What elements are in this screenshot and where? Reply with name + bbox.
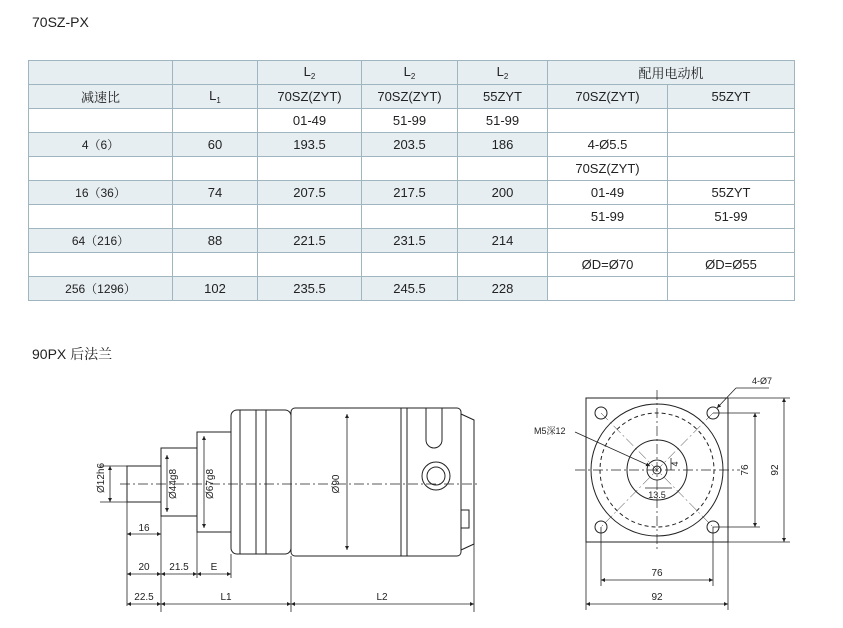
spec-table bbox=[28, 60, 795, 301]
header-l2-a bbox=[258, 61, 362, 85]
header-l1 bbox=[173, 85, 258, 109]
motor70-cell: 01-49 bbox=[548, 181, 668, 205]
cable-gland bbox=[422, 462, 450, 490]
spacer-row bbox=[29, 205, 795, 229]
l1-label: L bbox=[209, 88, 217, 103]
section-title: 90PX 后法兰 bbox=[32, 346, 113, 362]
dim-20: 20 bbox=[138, 562, 150, 573]
motor55-cell: ØD=Ø55 bbox=[668, 253, 795, 277]
c5-cell: 214 bbox=[458, 229, 548, 253]
c3-cell: 221.5 bbox=[258, 229, 362, 253]
motor55-cell bbox=[668, 157, 795, 181]
motor55-cell: 51-99 bbox=[668, 205, 795, 229]
motor55-cell: 55ZYT bbox=[668, 181, 795, 205]
d67-label: Ø67g8 bbox=[205, 468, 216, 500]
header-c4: 70SZ(ZYT) bbox=[362, 85, 458, 109]
motor55-cell bbox=[668, 109, 795, 133]
motor70-cell: ØD=Ø70 bbox=[548, 253, 668, 277]
dim-l2: L2 bbox=[376, 592, 388, 603]
table-row bbox=[29, 229, 795, 253]
spacer-row bbox=[29, 157, 795, 181]
thread-label: M5深12 bbox=[534, 426, 566, 436]
header-motor: 配用电动机 bbox=[548, 61, 795, 85]
dim-4: 4 bbox=[670, 461, 680, 467]
c5-cell: 228 bbox=[458, 277, 548, 301]
dim-22-5: 22.5 bbox=[134, 592, 154, 603]
ratio-cell: 4（6） bbox=[29, 133, 173, 157]
l1-cell: 88 bbox=[173, 229, 258, 253]
dim-92-v: 92 bbox=[770, 464, 781, 476]
c5-cell: 200 bbox=[458, 181, 548, 205]
l2-label: L bbox=[403, 64, 411, 79]
motor70-cell: 70SZ(ZYT) bbox=[548, 157, 668, 181]
motor70-cell bbox=[548, 277, 668, 301]
l2-sub: 2 bbox=[310, 72, 316, 81]
terminal bbox=[426, 408, 442, 448]
holes-label: 4-Ø7 bbox=[752, 376, 773, 386]
motor-body bbox=[291, 408, 461, 556]
l2-sub: 2 bbox=[410, 72, 416, 81]
ratio-cell: 256（1296） bbox=[29, 277, 173, 301]
l1-sub: 1 bbox=[216, 96, 221, 105]
l2-label: L bbox=[303, 64, 311, 79]
ratio-cell: 64（216） bbox=[29, 229, 173, 253]
dim-16: 16 bbox=[138, 523, 150, 534]
spacer-row bbox=[29, 253, 795, 277]
ratio-cell: 16（36） bbox=[29, 181, 173, 205]
l2-label: L bbox=[496, 64, 504, 79]
range-row bbox=[29, 109, 795, 133]
motor55-cell bbox=[668, 133, 795, 157]
l1-cell: 74 bbox=[173, 181, 258, 205]
l1-cell: 102 bbox=[173, 277, 258, 301]
model-title: 70SZ-PX bbox=[32, 14, 89, 30]
d90-label: Ø90 bbox=[331, 474, 342, 494]
c4-cell: 245.5 bbox=[362, 277, 458, 301]
dim-21-5: 21.5 bbox=[169, 562, 189, 573]
motor70-cell bbox=[548, 229, 668, 253]
dim-l1: L1 bbox=[220, 592, 232, 603]
range-c5: 51-99 bbox=[458, 109, 548, 133]
c5-cell: 186 bbox=[458, 133, 548, 157]
header-l2-b bbox=[362, 61, 458, 85]
motor70-cell: 51-99 bbox=[548, 205, 668, 229]
side-dimensions bbox=[100, 414, 474, 612]
table-row bbox=[29, 277, 795, 301]
lug bbox=[461, 510, 469, 528]
d44-label: Ø44g8 bbox=[168, 468, 179, 500]
motor55-cell bbox=[668, 277, 795, 301]
header-row-2 bbox=[29, 85, 795, 109]
end-cap bbox=[461, 414, 474, 550]
dim-76-v: 76 bbox=[740, 464, 751, 476]
motor55-cell bbox=[668, 229, 795, 253]
header-ratio: 减速比 bbox=[29, 85, 173, 109]
motor70-cell bbox=[548, 109, 668, 133]
dim-13-5: 13.5 bbox=[648, 490, 666, 500]
header-c3: 70SZ(ZYT) bbox=[258, 85, 362, 109]
gear-stage bbox=[161, 448, 197, 516]
technical-drawing bbox=[0, 360, 843, 628]
c4-cell: 231.5 bbox=[362, 229, 458, 253]
range-c3: 01-49 bbox=[258, 109, 362, 133]
c3-cell: 207.5 bbox=[258, 181, 362, 205]
l2-sub: 2 bbox=[503, 72, 509, 81]
dim-92-h: 92 bbox=[651, 592, 663, 603]
front-view bbox=[575, 390, 740, 552]
c3-cell: 193.5 bbox=[258, 133, 362, 157]
header-row-1 bbox=[29, 61, 795, 85]
l1-cell: 60 bbox=[173, 133, 258, 157]
shaft-dia-label: Ø12h6 bbox=[96, 462, 107, 494]
c4-cell: 217.5 bbox=[362, 181, 458, 205]
motor70-cell: 4-Ø5.5 bbox=[548, 133, 668, 157]
dim-76-h: 76 bbox=[651, 568, 663, 579]
dim-e: E bbox=[210, 562, 218, 573]
header-m55: 55ZYT bbox=[668, 85, 795, 109]
header-m70: 70SZ(ZYT) bbox=[548, 85, 668, 109]
table-row bbox=[29, 133, 795, 157]
c3-cell: 235.5 bbox=[258, 277, 362, 301]
front-dimensions bbox=[575, 388, 790, 610]
header-c5: 55ZYT bbox=[458, 85, 548, 109]
table-row bbox=[29, 181, 795, 205]
range-c4: 51-99 bbox=[362, 109, 458, 133]
c4-cell: 203.5 bbox=[362, 133, 458, 157]
header-l2-c bbox=[458, 61, 548, 85]
